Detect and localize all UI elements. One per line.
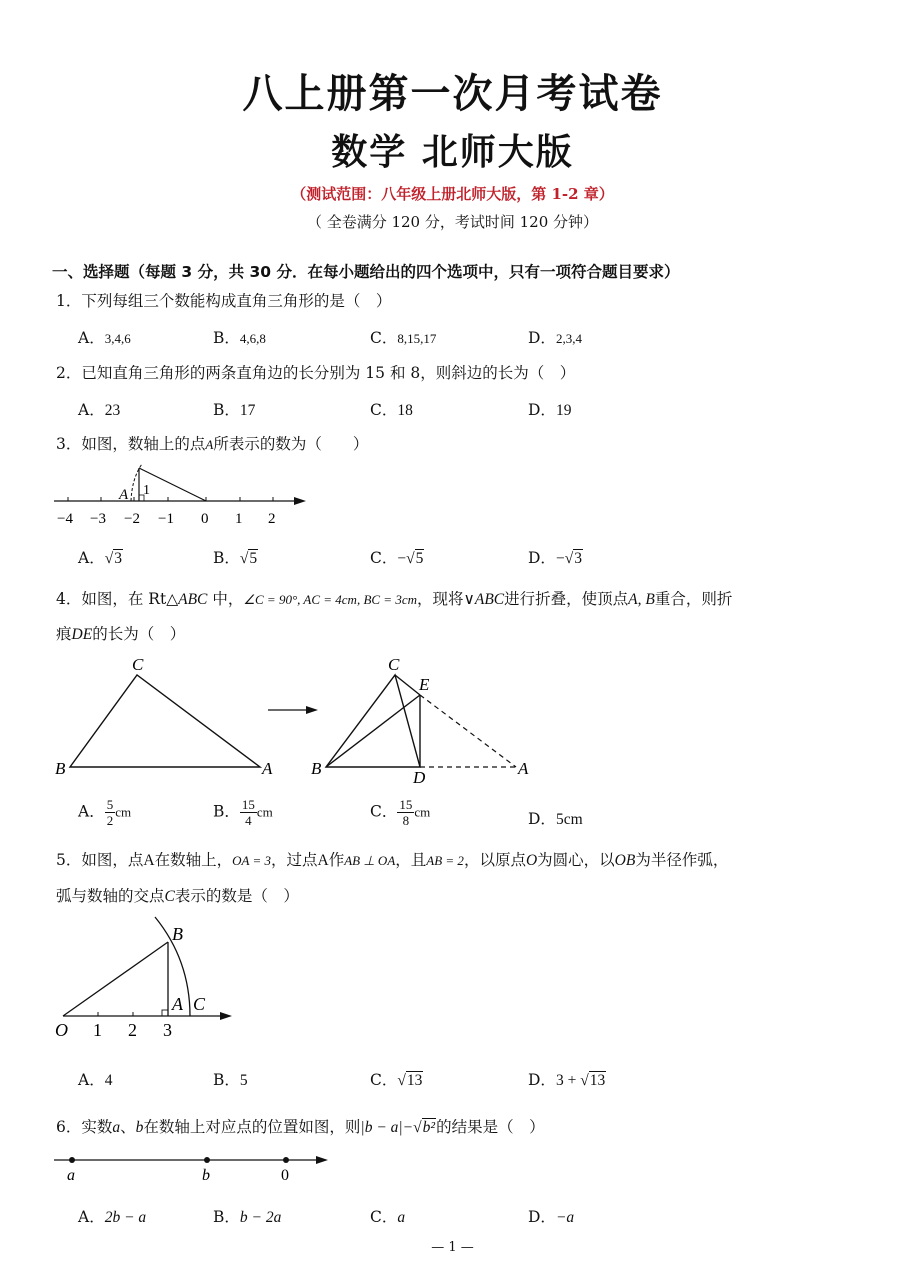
sign: − [397, 550, 407, 567]
option-label: C． [370, 1071, 398, 1089]
question-5 [56, 848, 728, 870]
radicand: 13 [589, 1072, 606, 1089]
expression: |b − a|−√b² [360, 1119, 436, 1136]
tick-label: 2 [128, 1020, 137, 1040]
option-label: A． [78, 329, 105, 347]
tick-label: −4 [57, 511, 73, 527]
option-value: 23 [104, 402, 121, 419]
segment-name: DE [71, 626, 93, 643]
question-stem: 进行折叠，使顶点 [504, 590, 629, 608]
q2-option-b[interactable] [213, 398, 255, 420]
option-label: C． [370, 1208, 398, 1226]
option-label: C． [370, 549, 398, 567]
fold-triangle-figure-q4 [50, 650, 550, 785]
q3-option-a[interactable] [78, 546, 123, 568]
q1-option-b[interactable] [213, 326, 266, 348]
option-label: A． [78, 401, 105, 419]
option-label: B． [213, 1071, 240, 1089]
page-title: 八上册第一次月考试卷 [242, 71, 663, 117]
vertex-b-label: B [311, 759, 322, 778]
sqrt-expression: √5 [239, 550, 258, 567]
segment-ce [395, 675, 420, 695]
radicand: b² [422, 1119, 436, 1136]
radicand: 3 [574, 550, 582, 567]
length-label: 1 [143, 483, 150, 498]
numerator: 5 [106, 797, 114, 812]
option-label: D． [528, 329, 556, 347]
dashed-ea [420, 695, 516, 767]
point-b-label: b [202, 1167, 210, 1184]
question-stem: 所表示的数为（ ） [213, 435, 369, 453]
axis-arrow [316, 1156, 328, 1164]
option-value: b − 2a [239, 1209, 282, 1226]
vertex-a-label: A [262, 759, 273, 778]
q5-option-c[interactable] [370, 1068, 423, 1090]
question-stem: 中， [207, 590, 244, 608]
segment-be [326, 695, 420, 767]
right-angle-mark [162, 1010, 168, 1016]
point-label: A [143, 852, 155, 869]
q5-option-d[interactable] [528, 1068, 606, 1090]
condition: AB = 2 [426, 853, 464, 868]
question-stem: 在数轴上对应点的位置如图，则 [143, 1118, 361, 1136]
point-label: A [317, 852, 329, 869]
triangle-name: ABC [474, 591, 505, 608]
question-number: 5． [56, 851, 82, 869]
question-stem: 已知直角三角形的两条直角边的长分别为 15 和 8，则斜边的长为（ ） [81, 364, 576, 382]
point-c-label: C [193, 994, 206, 1014]
option-label: C． [370, 802, 398, 821]
q4-option-a[interactable] [78, 797, 131, 828]
question-4-line2 [56, 622, 185, 644]
point-a-label: A [172, 994, 183, 1014]
question-stem: ，过点 [270, 851, 318, 869]
option-label: A． [78, 802, 105, 821]
denominator: 8 [402, 813, 410, 828]
option-label: D． [528, 549, 556, 567]
radicand: 3 [114, 550, 122, 567]
question-stem: 如图，数轴上的点 [81, 435, 206, 453]
section-heading: 一、选择题（每题 3 分，共 30 分．在每小题给出的四个选项中，只有一项符合题目要求） [52, 263, 680, 281]
origin-label: O [55, 1020, 68, 1040]
sqrt-expression: −√3 [555, 550, 582, 567]
question-stem: 下列每组三个数能构成直角三角形的是（ ） [81, 292, 392, 310]
q6-option-b[interactable] [213, 1205, 281, 1227]
separator: 、 [120, 1118, 136, 1136]
triangle-abc [70, 675, 260, 767]
question-3 [56, 432, 368, 454]
option-value: 18 [397, 402, 413, 419]
tick-label: −2 [124, 511, 140, 527]
option-label: D． [528, 1071, 556, 1089]
q6-option-d[interactable] [528, 1205, 574, 1227]
question-2 [56, 361, 575, 383]
question-stem: ，且 [395, 851, 427, 869]
sign: − [555, 550, 565, 567]
exam-info: （ 全卷满分 120 分，考试时间 120 分钟） [306, 213, 599, 231]
q4-option-c[interactable] [370, 797, 430, 828]
radicand: 5 [249, 550, 258, 567]
prefix: 3 + [555, 1072, 581, 1089]
condition: OA = 3 [232, 853, 271, 868]
option-label: D． [528, 1208, 556, 1226]
q1-option-c[interactable] [370, 326, 436, 348]
option-label: A． [78, 1208, 105, 1226]
q4-option-d[interactable] [528, 807, 583, 829]
option-value: a [397, 1209, 406, 1226]
option-value: 2b − a [104, 1209, 147, 1226]
denominator: 4 [245, 813, 252, 828]
option-label: D． [528, 810, 556, 828]
sqrt-expression: −√5 [397, 550, 424, 567]
minus: − [402, 1119, 414, 1136]
arrow-icon [306, 706, 318, 714]
unit: cm [256, 804, 273, 820]
q2-option-a[interactable] [78, 398, 120, 420]
page-number: — 1 — [431, 1240, 474, 1255]
zero-dot [283, 1157, 289, 1163]
tick-label: 1 [235, 511, 243, 527]
tick-label: −3 [90, 511, 106, 527]
axis-arrow [294, 497, 306, 505]
option-label: A． [78, 549, 105, 567]
q2-option-c[interactable] [370, 398, 413, 420]
question-stem: 的长为（ ） [92, 625, 186, 643]
unit: cm [115, 804, 132, 820]
question-stem: 重合，则折 [654, 590, 733, 608]
question-stem: 实数 [81, 1118, 113, 1136]
question-stem: 为半径作弧， [635, 851, 729, 869]
option-value: 17 [239, 402, 256, 419]
question-stem: 表示的数是（ ） [174, 887, 299, 905]
tick-label: −1 [158, 511, 174, 527]
point-a-dot [69, 1157, 75, 1163]
question-stem: 作 [328, 851, 345, 869]
q6-option-a[interactable] [78, 1205, 146, 1227]
option-label: A． [78, 1071, 105, 1089]
test-scope: （测试范围：八年级上册北师大版，第 1-2 章） [291, 185, 614, 203]
tick-label: 2 [268, 511, 276, 527]
number-line-figure-q6 [50, 1148, 340, 1190]
unit: cm [414, 804, 431, 820]
vertex-c-label: C [388, 655, 400, 674]
q4-option-b[interactable] [213, 797, 273, 828]
condition: ∠C = 90°, AC = 4cm, BC = 3cm [243, 592, 417, 607]
abs-value: b − a [364, 1119, 399, 1136]
question-stem: 痕 [56, 625, 72, 643]
zero-label: 0 [281, 1167, 289, 1184]
q3-option-d[interactable] [528, 546, 583, 568]
option-value: 3,4,6 [104, 331, 131, 346]
vertex-a-label: A [518, 759, 529, 778]
arc-number-line-figure-q5 [50, 912, 250, 1042]
question-stem: 如图，在 Rt△ [81, 590, 179, 608]
sqrt-expression: 3 + √13 [555, 1072, 606, 1089]
option-value: 2,3,4 [555, 331, 582, 346]
segment-ob [63, 942, 168, 1016]
q5-option-a[interactable] [78, 1068, 112, 1090]
denominator: 2 [106, 813, 114, 828]
question-number: 1． [56, 292, 82, 310]
question-6 [56, 1115, 545, 1137]
question-number: 2． [56, 364, 82, 382]
numerator: 15 [399, 797, 413, 812]
question-stem: 的结果是（ ） [436, 1118, 545, 1136]
question-number: 6． [56, 1118, 82, 1136]
q1-option-d[interactable] [528, 326, 582, 348]
number-line-figure-q3 [50, 458, 320, 530]
question-5-line2 [56, 884, 299, 906]
q3-option-b[interactable] [213, 546, 258, 568]
fraction [240, 797, 257, 828]
question-number: 3． [56, 435, 82, 453]
option-value: 5 [239, 1072, 248, 1089]
point-label: C [164, 888, 175, 905]
segment-name: OB [614, 852, 636, 869]
point-d-label: D [413, 768, 426, 785]
option-value: 8,15,17 [397, 331, 437, 346]
tick-label: 1 [93, 1020, 102, 1040]
point-a-label: a [67, 1167, 75, 1184]
radicand: 5 [415, 550, 424, 567]
question-1 [56, 289, 391, 311]
option-label: B． [213, 549, 240, 567]
fraction [397, 797, 414, 828]
fraction [105, 797, 116, 828]
tick-label: 0 [201, 511, 209, 527]
points: A, B [628, 591, 655, 608]
option-value: 5cm [555, 811, 583, 828]
var-b: b [135, 1119, 144, 1136]
option-label: B． [213, 401, 240, 419]
vertex-b-label: B [55, 759, 66, 778]
point-b-label: B [172, 924, 183, 944]
numerator: 15 [241, 797, 255, 812]
tick-label: 3 [163, 1020, 172, 1040]
question-stem: ，现将∨ [417, 590, 475, 608]
option-label: B． [213, 329, 240, 347]
point-label: O [525, 852, 538, 869]
q6-option-c[interactable] [370, 1205, 405, 1227]
folded-triangle [326, 675, 420, 767]
option-value: 4 [104, 1072, 113, 1089]
vertex-c-label: C [132, 655, 144, 674]
arc [131, 464, 142, 501]
var-a: a [112, 1119, 121, 1136]
page-subtitle: 数学 北师大版 [331, 132, 574, 173]
q3-option-c[interactable] [370, 546, 424, 568]
option-label: C． [370, 329, 398, 347]
point-label: A [205, 437, 214, 452]
question-number: 4． [56, 590, 82, 608]
sqrt-expression: √3 [104, 550, 122, 567]
option-value: 4,6,8 [239, 331, 266, 346]
option-label: B． [213, 1208, 240, 1226]
point-a-label: A [119, 487, 129, 503]
question-stem: 弧与数轴的交点 [56, 887, 165, 905]
question-stem: 如图，点 [81, 851, 144, 869]
q2-option-d[interactable] [528, 398, 571, 420]
sqrt-expression: √13 [397, 1072, 423, 1089]
option-label: D． [528, 401, 556, 419]
option-label: B． [213, 802, 240, 821]
q5-option-b[interactable] [213, 1068, 248, 1090]
option-value: −a [555, 1209, 575, 1226]
q1-option-a[interactable] [78, 326, 131, 348]
option-value: 19 [555, 402, 572, 419]
question-stem: 为圆心，以 [537, 851, 615, 869]
question-stem: ，以原点 [463, 851, 526, 869]
axis-arrow [220, 1012, 232, 1020]
point-e-label: E [419, 675, 430, 694]
question-4 [56, 587, 732, 609]
radicand: 13 [406, 1072, 423, 1089]
point-b-dot [204, 1157, 210, 1163]
option-label: C． [370, 401, 398, 419]
condition: AB ⊥ OA [344, 853, 396, 868]
triangle-name: ABC [178, 591, 208, 608]
question-stem: 在数轴上， [154, 851, 233, 869]
